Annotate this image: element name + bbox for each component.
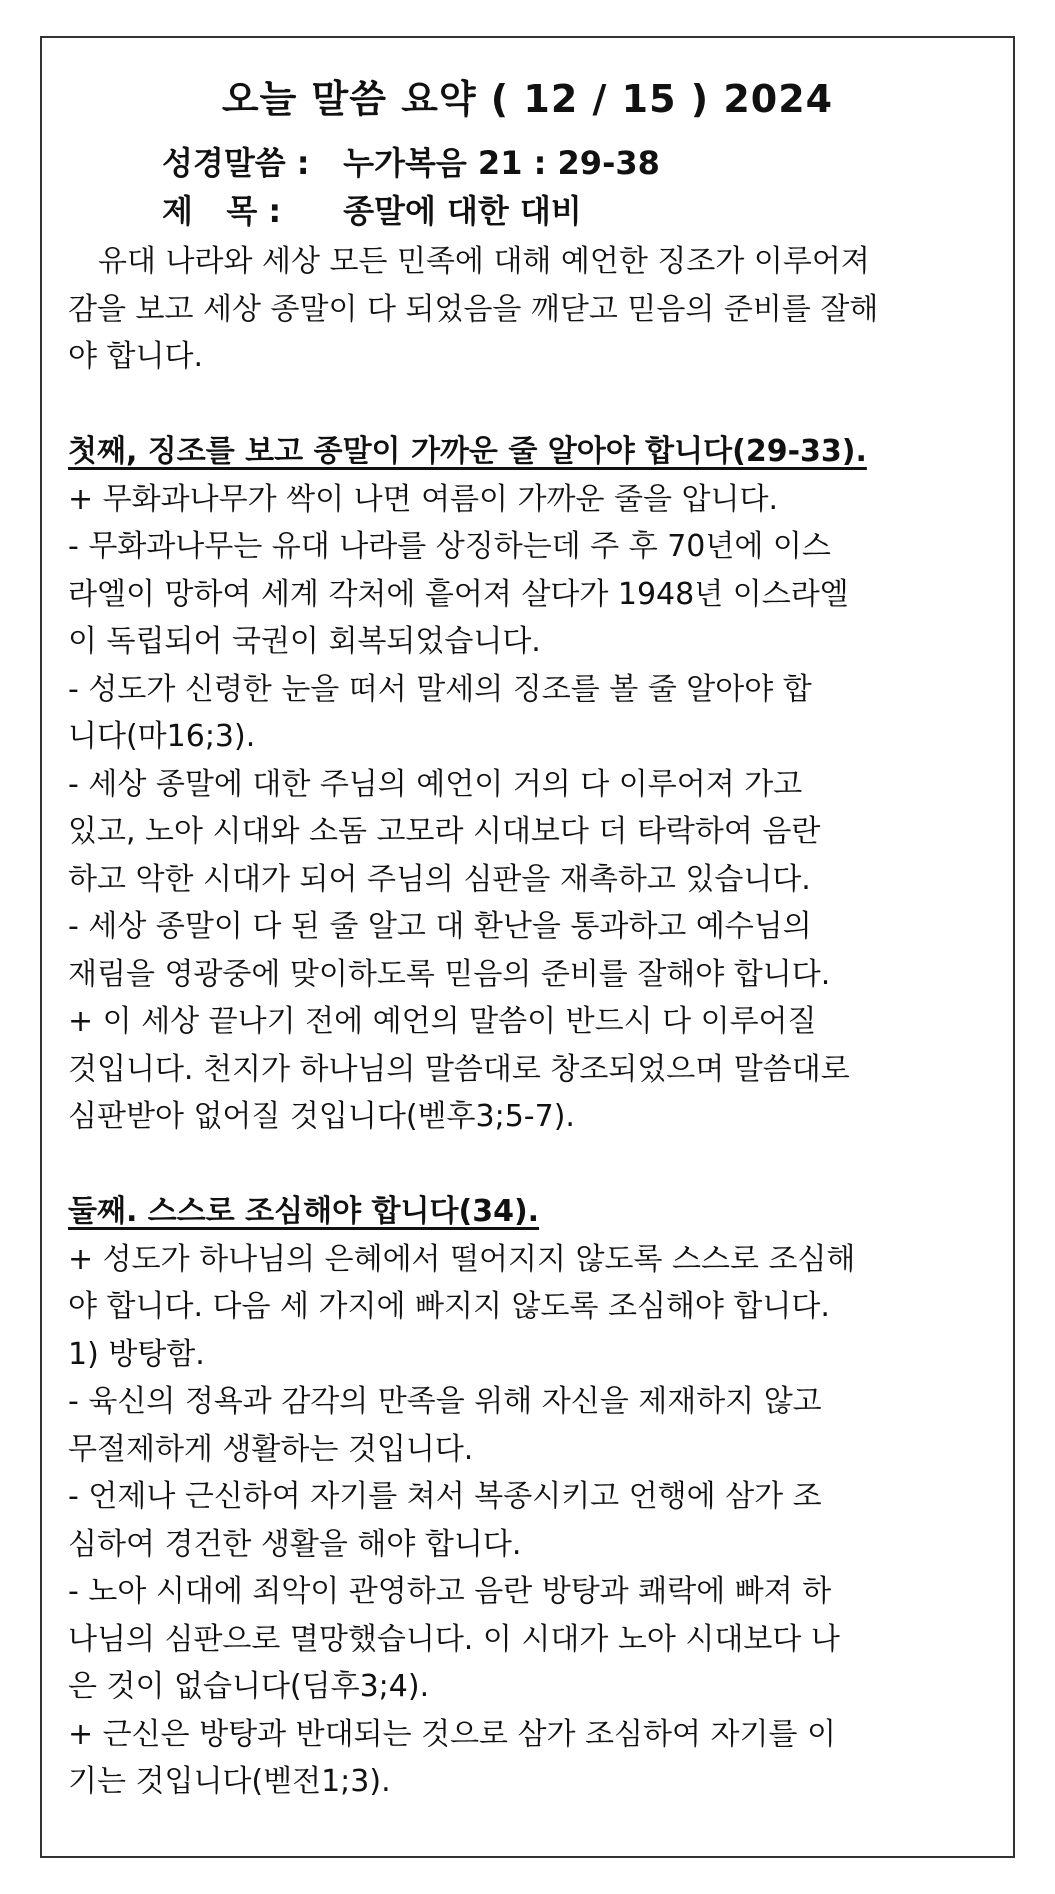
section1-line: - 세상 종말에 대한 주님의 예언이 거의 다 이루어져 가고 bbox=[68, 766, 803, 802]
intro-line: 감을 보고 세상 종말이 다 되었음을 깨닫고 믿음의 준비를 잘해 bbox=[68, 291, 879, 327]
section2-line: - 노아 시대에 죄악이 관영하고 음란 방탕과 쾌락에 빠져 하 bbox=[68, 1574, 832, 1609]
section2-line: + 성도가 하나님의 은혜에서 떨어지지 않도록 스스로 조심해 bbox=[68, 1241, 856, 1277]
section2-line: 기는 것입니다(벧전1;3). bbox=[68, 1764, 391, 1799]
section1-line: - 성도가 신령한 눈을 떠서 말세의 징조를 볼 줄 알아야 합 bbox=[68, 671, 812, 707]
scripture-row bbox=[162, 138, 660, 184]
document-title: 오늘 말씀 요약 ( 12 / 15 ) 2024 bbox=[221, 77, 834, 121]
subject-row bbox=[162, 186, 582, 232]
section1-line: - 무화과나무는 유대 나라를 상징하는데 주 후 70년에 이스 bbox=[68, 529, 831, 564]
subject-label: 제 목 : bbox=[162, 192, 282, 230]
summary-body bbox=[68, 238, 987, 1806]
section1-line: 하고 악한 시대가 되어 주님의 심판을 재촉하고 있습니다. bbox=[68, 861, 811, 897]
section1-line: 이 독립되어 국권이 회복되었습니다. bbox=[68, 624, 541, 659]
intro-line: 유대 나라와 세상 모든 민족에 대해 예언한 징조가 이루어져 bbox=[98, 244, 870, 279]
subject-title: 종말에 대한 대비 bbox=[343, 192, 582, 230]
document-frame bbox=[40, 36, 1015, 1858]
scripture-label: 성경말씀 : bbox=[162, 144, 310, 182]
section2-line: 나님의 심판으로 멸망했습니다. 이 시대가 노아 시대보다 나 bbox=[68, 1621, 840, 1657]
section1-line: 재림을 영광중에 맞이하도록 믿음의 준비를 잘해야 합니다. bbox=[68, 956, 831, 992]
section1-line: 있고, 노아 시대와 소돔 고모라 시대보다 더 타락하여 음란 bbox=[68, 814, 821, 849]
section1-line: 니다(마16;3). bbox=[68, 719, 256, 754]
section2-line: 야 합니다. 다음 세 가지에 빠지지 않도록 조심해야 합니다. bbox=[68, 1289, 830, 1324]
section-heading-2: 둘째. 스스로 조심해야 합니다(34). bbox=[68, 1194, 540, 1229]
section1-line: 것입니다. 천지가 하나님의 말씀대로 창조되었으며 말씀대로 bbox=[68, 1051, 850, 1087]
section2-line: 무절제하게 생활하는 것입니다. bbox=[68, 1431, 474, 1467]
section2-line: 1) 방탕함. bbox=[68, 1336, 205, 1372]
section1-line: 심판받아 없어질 것입니다(벧후3;5-7). bbox=[68, 1099, 575, 1134]
section1-line: + 이 세상 끝나기 전에 예언의 말씀이 반드시 다 이루어질 bbox=[68, 1004, 817, 1039]
intro-line: 야 합니다. bbox=[68, 339, 203, 374]
section2-line: - 육신의 정욕과 감각의 만족을 위해 자신을 제재하지 않고 bbox=[68, 1384, 822, 1419]
section2-line: - 언제나 근신하여 자기를 쳐서 복종시키고 언행에 삼가 조 bbox=[68, 1479, 822, 1514]
section2-line: 은 것이 없습니다(딤후3;4). bbox=[68, 1669, 430, 1704]
spacer bbox=[68, 1141, 987, 1189]
section-heading-1: 첫째, 징조를 보고 종말이 가까운 줄 알아야 합니다(29-33). bbox=[68, 434, 867, 469]
spacer bbox=[68, 381, 987, 429]
section2-line: + 근신은 방탕과 반대되는 것으로 삼가 조심하여 자기를 이 bbox=[68, 1716, 836, 1752]
section1-line: + 무화과나무가 싹이 나면 여름이 가까운 줄을 압니다. bbox=[68, 481, 779, 517]
section2-line: 심하여 경건한 생활을 해야 합니다. bbox=[68, 1526, 522, 1562]
section1-line: - 세상 종말이 다 된 줄 알고 대 환난을 통과하고 예수님의 bbox=[68, 909, 812, 944]
section1-line: 라엘이 망하여 세계 각처에 흩어져 살다가 1948년 이스라엘 bbox=[68, 576, 849, 612]
scripture-reference: 누가복음 21 : 29-38 bbox=[343, 144, 660, 182]
